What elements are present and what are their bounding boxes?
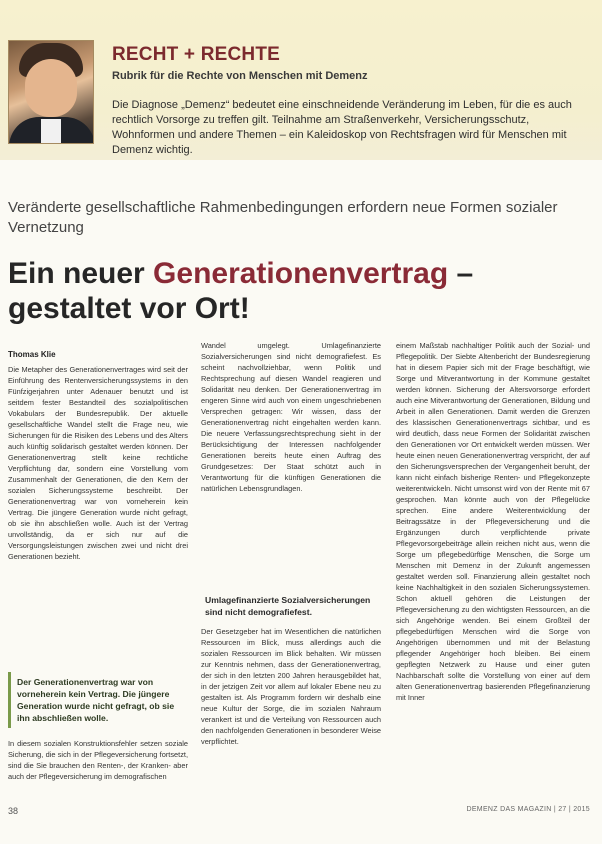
author-photo-face: [25, 59, 77, 117]
article-author: Thomas Klie: [8, 350, 56, 359]
article-subhead: Umlagefinanzierte Sozialversicherungen sind nicht demografiefest.: [205, 595, 371, 617]
article-column-2-continued: Der Gesetzgeber hat im Wesentlichen die natürlichen Ressourcen im Blick, muss allerdings auch die sozialen Ressourcen im Blick behalten. Wir müssen zur Kenntnis nehmen, dass der Generationenvertrag, der sich in den letzten 200 Jahren herausgebildet hat, in der jetzigen Zeit vor allem auf lokaler Ebene neu zu gestalten ist. Als Programm fordern wir deshalb eine neue Kultur der Sorge, die im sozialen Nahraum verankert ist und die Verteilung von Ressourcen auch den nachfolgenden Generationen in besonderer Weise verpflichtet.: [201, 627, 381, 746]
article-column-3: einem Maßstab nachhaltiger Politik auch der Sozial- und Pflegepolitik. Der Siebte Altenbericht der Bundesregierung hat in diesem Papier sich mit der Frage beschäftigt, wie Sorge und Mitverantwortung in der Kommune gestaltet werden können. Sicherung der Altersvorsorge erfordert auch eine Mitverantwortung der Generationen, Bildung und Arbeit in allen Generationen. Damit werden die Grenzen des klassischen Generationenvertrags sichtbar, und es wird deutlich, dass neue Formen der Solidarität zwischen den Generationen vor Ort entwickelt werden müssen. Wer heute einen neuen Generationenvertrag verspricht, der auf den Sicherungsversprechen der Vergangenheit beruht, der kann nicht einfach bisherige Renten- und Pflegekonzepte weiterentwickeln. Nicht umsonst wird von der Rente mit 67 gesprochen. Man könnte auch von der Pflegelücke sprechen. Eine andere Weiterentwicklung der Beitragssätze in der Pflegeversicherung und die Ergänzungen durch verpflichtende private Pflegevorsorgebeiträge allein reichen nicht aus, wenn die Sorge um pflegebedürftige Menschen, die Sorge um Menschen mit Demenz in der Zukunft angemessen gestaltet werden soll. Finanzierung allein gestaltet noch keine Nachhaltigkeit in den sozialen Sicherungssystemen. Schon aktuell gehören die Leistungen der Pflegeversicherung zu den wichtigsten Ressourcen, an die sich Angehörige wenden. Bei einem Großteil der pflegebedürftigen Menschen wird die Sorge von Angehörigen übernommen und mit der Belastung pflegender Angehöriger hoch bleiben. Bei einem gepflegten Netzwerk zu Hause und einer guten Nachbarschaft sollte die Vorstellung von einer auf dem alten Generationenvertrag basierenden Pflegefinanzierung mit Inner: [396, 341, 590, 702]
footer-source: DEMENZ DAS MAGAZIN | 27 | 2015: [466, 806, 590, 813]
article-column-2: Wandel umgelegt. Umlagefinanzierte Sozialversicherungen sind nicht demografiefest. Es scheint nachvollziehbar, wenn Politik und Rechtsprechung auf diesen Wandel reagieren und Solidarität neu denken. Der Generationenvertrag im engeren Sinne wird auch von einem ungeschriebenen Versprechen getragen: Wir wissen, dass der Generationenvertrag nicht eingehalten werden kann. Die neuere Verfassungsrechtsprechung sieht in der Berücksichtigung der Interessen nachfolgender Generationen bereits heute einen Auftrag des Grundgesetzes: Der Staat schützt auch in Verantwortung für die künftigen Generationen die natürlichen Lebensgrundlagen.: [201, 341, 381, 493]
rubric-title: RECHT + RECHTE: [112, 44, 281, 65]
article-column-1-continued: In diesem sozialen Konstruktionsfehler setzen soziale Sicherung, die sich in der Pflegeversicherung fortsetzt, sind die Sie brauchen den Renten-, der Kranken- aber auch der Pflegeversicherung im demografischen: [8, 739, 188, 781]
article-pullquote: Der Generationenvertrag war von vorneherein kein Vertrag. Die jüngere Generation wurde nicht gefragt, ob sie ihn abschließen wolle.: [8, 672, 188, 728]
headline-suffix: – gestaltet vor Ort!: [8, 257, 474, 325]
headline-accent: Generationenvertrag: [153, 257, 449, 290]
author-photo-shirt: [41, 119, 61, 144]
article-headline: [8, 256, 594, 326]
rubric-subtitle: Rubrik für die Rechte von Menschen mit Demenz: [112, 70, 368, 82]
article-column-1: Die Metapher des Generationenvertrages wird seit der Einführung des Rentenversicherungssystems in den Fünfzigerjahren unter Adenauer benutzt und ist seitdem fester Bestandteil des sozialpolitischen Vokabulars der Bundesrepublik. Der aktuelle gesellschaftliche Wandel stellt die Frage neu, wie Sicherungen für die Risiken des Lebens und des Alters auch künftig solidarisch gestaltet werden können. Der Generationenvertrag stellt keine rechtliche Verpflichtung dar, sondern eine Vorstellung vom Zusammenhalt der Generationen, die den Kern der sozialen Sicherungssysteme beschreibt. Der Generationenvertrag war von vorneherein kein Vertrag. Die jüngere Generation wurde nicht gefragt, ob sie ihn abschließen wolle. Auch ist der Vertrag unvollständig, da er sich nur auf die Versorgungsleistungen zwischen zwei und nicht drei Generationen bezieht.: [8, 365, 188, 561]
author-photo: [8, 40, 94, 144]
page-number: 38: [8, 806, 19, 816]
article-kicker: Veränderte gesellschaftliche Rahmenbedingungen erfordern neue Formen sozialer Vernetzung: [8, 199, 558, 236]
headline-prefix: Ein neuer: [8, 257, 154, 290]
rubric-intro: Die Diagnose „Demenz“ bedeutet eine einschneidende Veränderung im Leben, für die es auch rechtlich Vorsorge zu treffen gilt. Teilnahme am Straßenverkehr, Versicherungsschutz, Wohnformen und andere Themen – ein Kaleidoskop von Rechtsfragen wird für Menschen mit Demenz wichtig.: [112, 99, 572, 156]
